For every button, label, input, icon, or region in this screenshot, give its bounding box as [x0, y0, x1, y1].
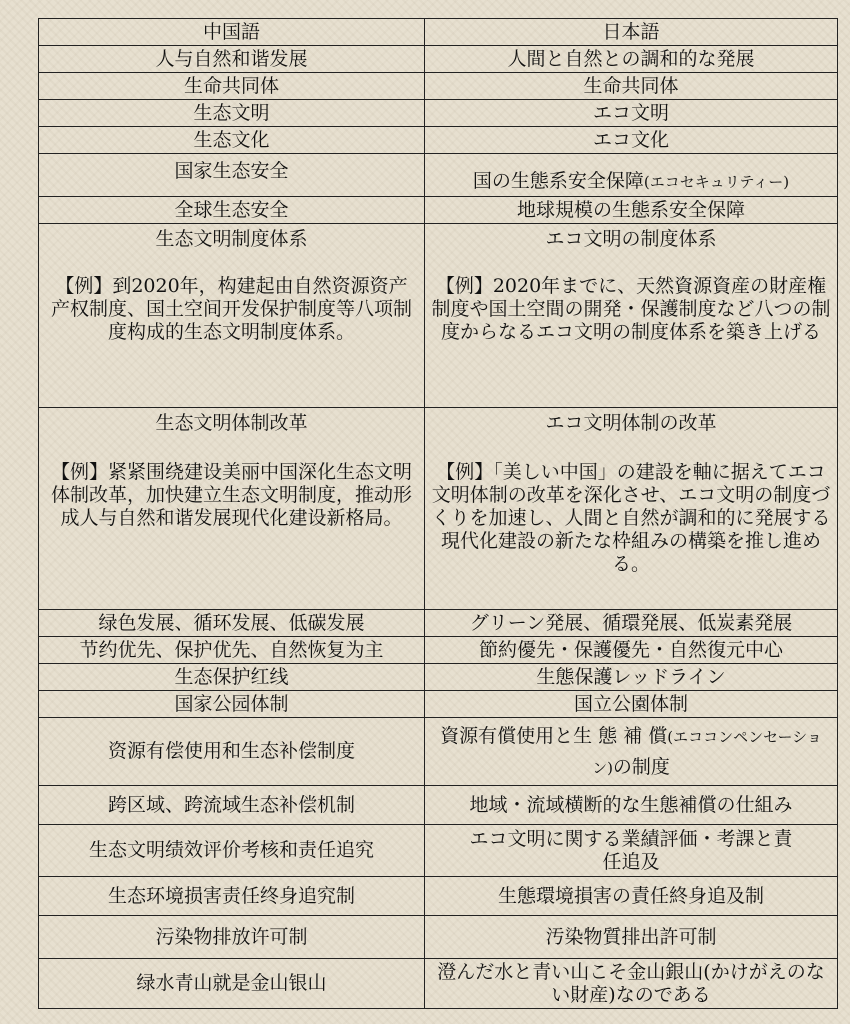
- table-header-row: [39, 19, 838, 46]
- japanese-term: 澄んだ水と青い山こそ金山銀山(かけがえのない財産)なのである: [425, 959, 838, 1009]
- glossary-table: [38, 18, 838, 1009]
- japanese-term: 人間と自然との調和的な発展: [425, 46, 838, 73]
- spacer: [47, 251, 416, 275]
- japanese-term-cell: [425, 154, 838, 197]
- chinese-term: 污染物排放许可制: [39, 916, 425, 959]
- japanese-term-cell: [425, 718, 838, 786]
- japanese-example: 【例】「美しい中国」の建設を軸に据えてエコ文明体制の改革を深化させ、エコ文明の制度づくりを加速し、人間と自然が調和的に発展する現代化建設の新たな枠組みの構築を推し進める。: [431, 461, 831, 575]
- spacer: [431, 435, 831, 461]
- chinese-term: 生态文明绩效评价考核和责任追究: [39, 825, 425, 877]
- japanese-term: エコ文明体制の改革: [545, 412, 717, 434]
- chinese-term: 生态文明体制改革: [155, 412, 308, 434]
- chinese-term: 跨区域、跨流域生态补偿机制: [39, 786, 425, 825]
- chinese-term: 生态文化: [39, 127, 425, 154]
- japanese-term: 国立公園体制: [425, 691, 838, 718]
- table-row-example: [39, 408, 838, 610]
- table-row: [39, 959, 838, 1009]
- japanese-term-note: (エコセキュリティー): [643, 173, 790, 191]
- table-row: [39, 73, 838, 100]
- japanese-term: 生態環境損害の責任終身追及制: [425, 877, 838, 916]
- japanese-term: 生態保護レッドライン: [425, 664, 838, 691]
- spacer: [47, 435, 416, 461]
- chinese-term: 生态文明: [39, 100, 425, 127]
- table-row: [39, 825, 838, 877]
- chinese-term-cell: [39, 224, 425, 408]
- table-row: [39, 877, 838, 916]
- japanese-term: エコ文明の制度体系: [545, 228, 717, 250]
- chinese-term: 资源有偿使用和生态补偿制度: [39, 718, 425, 786]
- spacer: [431, 251, 831, 275]
- japanese-term: 生命共同体: [425, 73, 838, 100]
- japanese-term-cell: [425, 408, 838, 610]
- japanese-example: 【例】2020年までに、天然資源資産の財産権制度や国土空間の開発・保護制度など八つの制度からなるエコ文明の制度体系を築き上げる: [431, 275, 831, 343]
- table-row: [39, 127, 838, 154]
- table-row: [39, 637, 838, 664]
- japanese-term: 汚染物質排出許可制: [425, 916, 838, 959]
- japanese-term: 地球規模の生態系安全保障: [425, 197, 838, 224]
- japanese-term-cell: [425, 224, 838, 408]
- chinese-example: 【例】到2020年，构建起由自然资源资产产权制度、国土空间开发保护制度等八项制度构成的生态文明制度体系。: [50, 275, 412, 343]
- chinese-term: 生命共同体: [39, 73, 425, 100]
- table-row: [39, 664, 838, 691]
- chinese-term: 国家生态安全: [39, 154, 425, 197]
- japanese-term-note: (エココンペンセーション): [592, 727, 822, 777]
- glossary-sheet: [38, 18, 831, 1009]
- table-row: [39, 610, 838, 637]
- chinese-example: 【例】紧紧围绕建设美丽中国深化生态文明体制改革，加快建立生态文明制度，推动形成人与自然和谐发展现代化建设新格局。: [50, 461, 412, 529]
- header-japanese: 日本語: [425, 19, 838, 46]
- table-row: [39, 718, 838, 786]
- japanese-term: 国の生態系安全保障: [472, 170, 644, 192]
- japanese-term: エコ文化: [425, 127, 838, 154]
- chinese-term: 生态环境损害责任终身追究制: [39, 877, 425, 916]
- table-row: [39, 154, 838, 197]
- japanese-term: 資源有償使用と生 態 補 償: [440, 724, 668, 747]
- table-row: [39, 786, 838, 825]
- japanese-term: 節約優先・保護優先・自然復元中心: [425, 637, 838, 664]
- japanese-term: エコ文明に関する業績評価・考課と責任追及: [425, 825, 838, 877]
- chinese-term-cell: [39, 408, 425, 610]
- table-row: [39, 100, 838, 127]
- chinese-term: 节约优先、保护优先、自然恢复为主: [39, 637, 425, 664]
- chinese-term: 全球生态安全: [39, 197, 425, 224]
- chinese-term: 生态文明制度体系: [155, 228, 308, 250]
- chinese-term: 绿水青山就是金山银山: [39, 959, 425, 1009]
- table-row: [39, 691, 838, 718]
- header-chinese: 中国語: [39, 19, 425, 46]
- table-row: [39, 197, 838, 224]
- japanese-term: エコ文明: [425, 100, 838, 127]
- chinese-term: 人与自然和谐发展: [39, 46, 425, 73]
- japanese-term: グリーン発展、循環発展、低炭素発展: [425, 610, 838, 637]
- japanese-term: 地域・流域横断的な生態補償の仕組み: [425, 786, 838, 825]
- chinese-term: 国家公园体制: [39, 691, 425, 718]
- japanese-term-tail: の制度: [612, 755, 670, 778]
- chinese-term: 绿色发展、循环发展、低碳发展: [39, 610, 425, 637]
- table-row: [39, 916, 838, 959]
- table-row-example: [39, 224, 838, 408]
- chinese-term: 生态保护红线: [39, 664, 425, 691]
- table-row: [39, 46, 838, 73]
